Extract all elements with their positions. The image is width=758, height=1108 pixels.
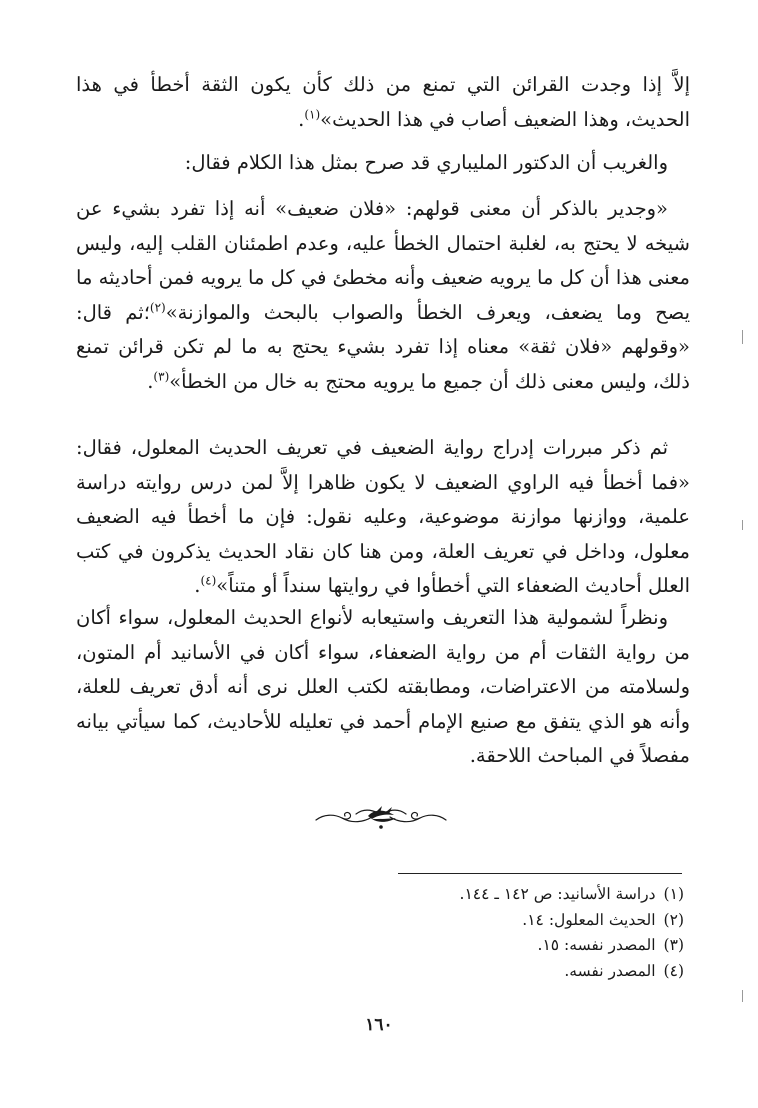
footnote-item: (٣)المصدر نفسه: ١٥. [537, 936, 684, 954]
footnote-separator [398, 873, 682, 874]
footnote-item: (١)دراسة الأسانيد: ص ١٤٢ ـ ١٤٤. [459, 885, 684, 903]
scan-edge-mark [742, 990, 743, 1002]
footnote-ref-4: (٤) [200, 573, 217, 588]
footnotes-list [76, 882, 690, 984]
paragraph-continuation: إلاَّ إذا وجدت القرائن التي تمنع من ذلك كأن يكون الثقة أخطأ في هذا الحديث، وهذا الضعيف أصاب في هذا الحديث»$^{(١)}$. [76, 73, 690, 131]
footnote-ref-2: (٢) [149, 300, 166, 314]
paragraph-quote-malibari: «وجدير بالذكر أن معنى قولهم: «فلان ضعيف» أنه إذا تفرد بشيء عن شيخه لا يحتج به، لغلبة احتمال الخطأ عليه، وعدم اطمئنان القلب إليه، وليس معنى هذا أن كل ما يرويه ضعيف وأنه مخطئ في كل ما يرويه فمن أحاديثه ما يصح وما يضعف، ويعرف الخطأ والصواب بالبحث والموازنة»$^{(٢)}$؛ثم قال: «وقولهم «فلان ثقة» معناه إذا تفرد بشيء يحتج به ما لم تكن قرائن تمنع ذلك، وليس معنى ذلك أن جميع ما يرويه محتج به خال من الخطأ»$^{(٣)}$. [76, 197, 690, 393]
scan-edge-mark [742, 330, 743, 344]
footnote-ref-1: (١) [304, 107, 321, 121]
paragraph-conclusion: ونظراً لشمولية هذا التعريف واستيعابه لأنواع الحديث المعلول، سواء أكان من رواية الثقات أم من رواية الضعفاء، سواء أكان في الأسانيد أم المتون، ولسلامته من الاعتراضات، ومطابقته لكتب العلل نرى أنه أدق تعريف للعلة، وأنه هو الذي يتفق مع صنيع الإمام أحمد في تعليله للأحاديث، كما سيأتي بيانه مفصلاً في المباحث اللاحقة. [76, 606, 690, 767]
paragraph-intro-quote: والغريب أن الدكتور المليباري قد صرح بمثل هذا الكلام فقال: [184, 151, 668, 174]
footnote-item: (٢)الحديث المعلول: ١٤. [522, 910, 684, 929]
paragraph-justifications: ثم ذكر مبررات إدراج رواية الضعيف في تعريف الحديث المعلول، فقال: «فما أخطأ فيه الراوي الضعيف لا يكون ظاهرا إلاَّ لمن درس روايته دراسة علمية، ووازنها موازنة موضوعية، وعليه نقول: فإن ما أخطأ فيه الضعيف معلول، وداخل في تعريف العلة، ومن هنا كان نقاد الحديث يذكرون في كتب العلل أحاديث الضعفاء التي أخطأوا في روايتها سنداً أو متناً»$^{(٤)}$. [76, 436, 690, 597]
footnote-ref-3: (٣) [153, 369, 170, 383]
scan-edge-mark [742, 520, 743, 530]
decorative-divider-icon [312, 800, 450, 832]
footnote-item: (٤)المصدر نفسه. [564, 961, 684, 980]
page-number: ١٦٠ [365, 1015, 393, 1035]
